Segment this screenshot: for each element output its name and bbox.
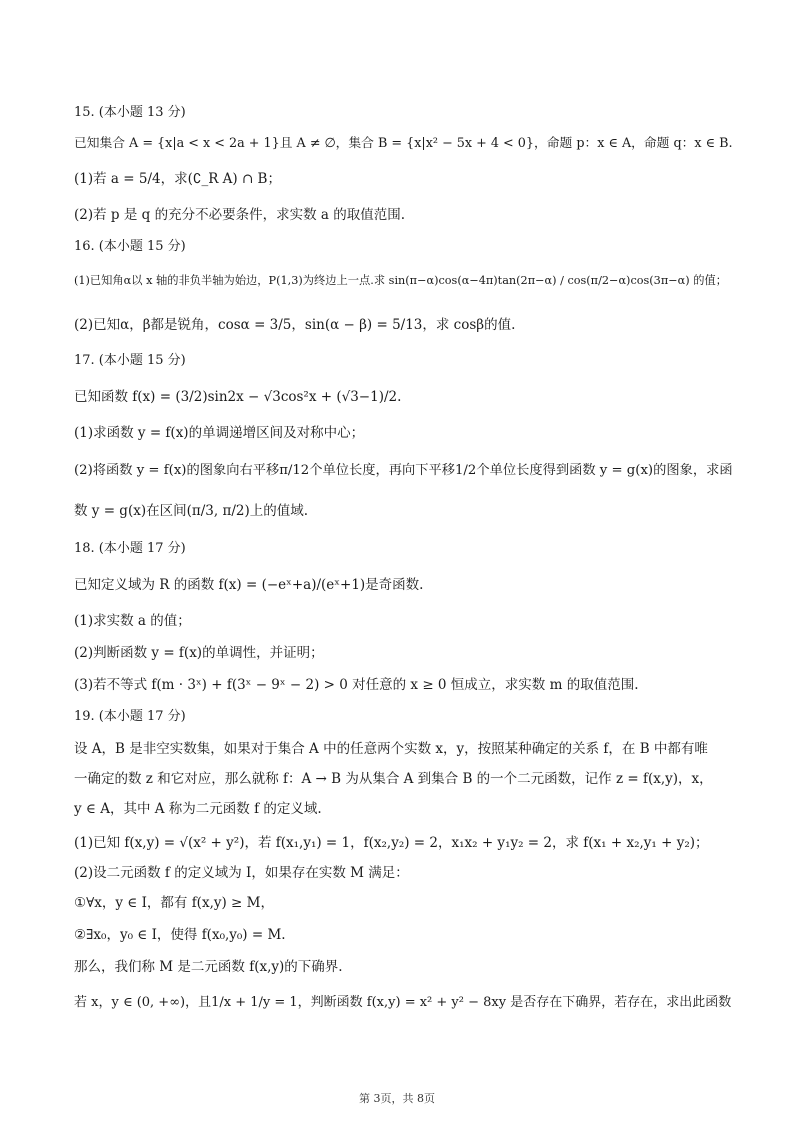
problem-18-header: 18. (本小题 17 分) [74,541,186,556]
problem-19-question: 若 x，y ∈ (0, +∞)，且1/x + 1/y = 1，判断函数 f(x,y) = x² + y² − 8xy 是否存在下确界，若存在，求出此函数 [74,995,732,1010]
problem-19-header: 19. (本小题 17 分) [74,709,186,724]
problem-16-part-1: (1)已知角α以 x 轴的非负半轴为始边，P(1,3)为终边上一点.求 sin(π−α)cos(α−4π)tan(2π−α) / cos(π/2−α)cos(3π−α) 的值； [74,274,727,287]
problem-17-statement: 已知函数 f(x) = (3/2)sin2x − √3cos²x + (√3−1)/2. [74,389,402,405]
problem-19-condition-2: ②∃x₀，y₀ ∈ I，使得 f(x₀,y₀) = M. [74,927,286,943]
problem-18-part-1: (1)求实数 a 的值； [74,613,191,629]
problem-18-statement: 已知定义域为 R 的函数 f(x) = (−eˣ+a)/(eˣ+1)是奇函数. [74,577,424,593]
problem-19-line-3: y ∈ A，其中 A 称为二元函数 f 的定义域. [74,801,322,817]
problem-17-header: 17. (本小题 15 分) [74,353,186,368]
problem-18-part-2: (2)判断函数 y = f(x)的单调性，并证明； [74,645,324,661]
problem-19-definition: 那么，我们称 M 是二元函数 f(x,y)的下确界. [74,959,343,975]
problem-17-part-2: (2)将函数 y = f(x)的图象向右平移π/12个单位长度，再向下平移1/2个单位长度得到函数 y = g(x)的图象，求函 [74,463,733,478]
problem-15-part-1: (1)若 a = 5/4，求(∁_R A) ∩ B； [74,171,281,187]
problem-15-header: 15. (本小题 13 分) [74,105,186,120]
problem-19-line-1: 设 A，B 是非空实数集，如果对于集合 A 中的任意两个实数 x，y，按照某种确定的关系 f，在 B 中都有唯 [74,741,708,757]
problem-15-statement: 已知集合 A = {x|a < x < 2a + 1}且 A ≠ ∅，集合 B = {x|x² − 5x + 4 < 0}，命题 p：x ∈ A，命题 q：x ∈ B. [74,136,733,151]
problem-19-part-2: (2)设二元函数 f 的定义域为 I，如果存在实数 M 满足： [74,865,409,881]
page-footer: 第 3页，共 8页 [359,1092,435,1105]
problem-16-part-2: (2)已知α，β都是锐角，cosα = 3/5，sin(α − β) = 5/13，求 cosβ的值. [74,317,516,333]
problem-18-part-3: (3)若不等式 f(m · 3ˣ) + f(3ˣ − 9ˣ − 2) > 0 对任意的 x ≥ 0 恒成立，求实数 m 的取值范围. [74,677,639,693]
problem-19-part-1: (1)已知 f(x,y) = √(x² + y²)，若 f(x₁,y₁) = 1，f(x₂,y₂) = 2，x₁x₂ + y₁y₂ = 2，求 f(x₁ + x₂,y₁ + y₂)； [74,835,709,851]
problem-16-header: 16. (本小题 15 分) [74,239,186,254]
problem-19-condition-1: ①∀x，y ∈ I，都有 f(x,y) ≥ M， [74,895,274,911]
problem-19-line-2: 一确定的数 z 和它对应，那么就称 f：A → B 为从集合 A 到集合 B 的一个二元函数，记作 z = f(x,y)，x， [74,771,713,787]
problem-17-part-1: (1)求函数 y = f(x)的单调递增区间及对称中心； [74,425,365,441]
problem-17-part-2-cont: 数 y = g(x)在区间(π/3, π/2)上的值域. [74,503,309,519]
problem-15-part-2: (2)若 p 是 q 的充分不必要条件，求实数 a 的取值范围. [74,207,405,223]
